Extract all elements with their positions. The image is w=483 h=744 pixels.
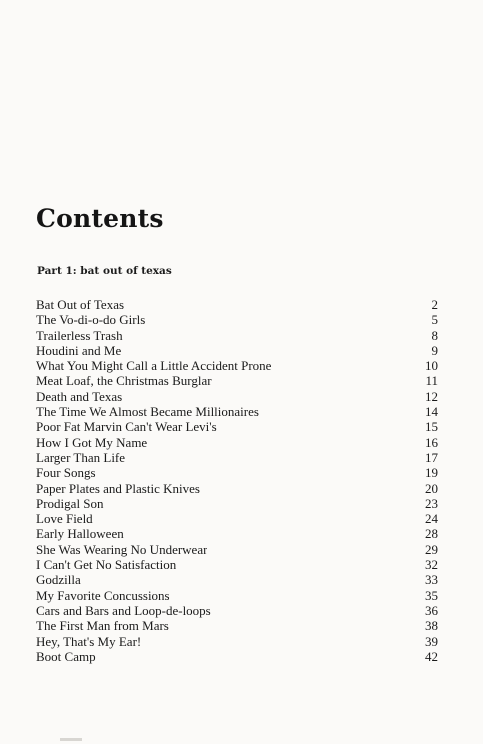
- toc-entry-page: 15: [425, 419, 438, 435]
- toc-entry-page: 10: [425, 358, 438, 374]
- toc-entry: [36, 603, 438, 618]
- toc-entry-title: What You Might Call a Little Accident Prone: [36, 358, 272, 374]
- toc-entry: [36, 435, 438, 450]
- toc-entry-title: Godzilla: [36, 572, 81, 588]
- toc-entry-title: The Time We Almost Became Millionaires: [36, 404, 259, 420]
- toc-entry-page: 23: [425, 495, 438, 511]
- toc-entry-page: 17: [425, 449, 438, 465]
- toc-entry: [36, 481, 438, 496]
- toc-entry-title: Poor Fat Marvin Can't Wear Levi's: [36, 419, 217, 435]
- toc-entry-page: 29: [425, 541, 438, 557]
- toc-entry-page: 24: [425, 511, 438, 527]
- toc-entry-title: Paper Plates and Plastic Knives: [36, 480, 200, 496]
- toc-entry: [36, 450, 438, 465]
- toc-entry: [36, 511, 438, 526]
- toc-entry: [36, 404, 438, 419]
- toc-entry-title: My Favorite Concussions: [36, 587, 170, 603]
- toc-entry-page: 38: [425, 618, 438, 634]
- toc-entry: [36, 373, 438, 388]
- toc-entry-page: 11: [425, 373, 438, 389]
- toc-entry-page: 8: [431, 327, 438, 343]
- toc-entry-page: 9: [431, 342, 438, 358]
- toc-entry-title: Death and Texas: [36, 388, 123, 404]
- toc-entry-title: I Can't Get No Satisfaction: [36, 557, 177, 573]
- toc-entry-title: She Was Wearing No Underwear: [36, 541, 208, 557]
- toc-entry-page: 35: [425, 587, 438, 603]
- toc-entry: [36, 343, 438, 358]
- page-edge-mark: [60, 738, 82, 741]
- toc-entry: [36, 312, 438, 327]
- toc-entry-title: Four Songs: [36, 465, 96, 481]
- toc-entry-title: Trailerless Trash: [36, 327, 123, 343]
- toc-entry: [36, 649, 438, 664]
- toc-entry-page: 28: [425, 526, 438, 542]
- toc-entry: [36, 389, 438, 404]
- toc-entry-page: 5: [431, 312, 438, 328]
- toc-entry: [36, 634, 438, 649]
- toc-entry: [36, 542, 438, 557]
- toc-entry-title: Boot Camp: [36, 648, 96, 664]
- toc-entry: [36, 618, 438, 633]
- toc-entry-title: Hey, That's My Ear!: [36, 633, 142, 649]
- page-title: Contents: [36, 204, 164, 233]
- toc-entry-title: Prodigal Son: [36, 495, 104, 511]
- table-of-contents: [36, 297, 438, 664]
- toc-entry-page: 2: [431, 297, 438, 312]
- toc-entry: [36, 419, 438, 434]
- toc-entry: [36, 328, 438, 343]
- toc-entry-title: The Vo-di-o-do Girls: [36, 312, 146, 328]
- toc-entry: [36, 496, 438, 511]
- toc-entry-page: 33: [425, 572, 438, 588]
- toc-entry-title: Love Field: [36, 511, 93, 527]
- toc-entry: [36, 588, 438, 603]
- toc-entry-page: 14: [425, 404, 438, 420]
- toc-entry: [36, 465, 438, 480]
- toc-entry-page: 42: [425, 648, 438, 664]
- toc-entry-title: Meat Loaf, the Christmas Burglar: [36, 373, 212, 389]
- toc-entry-page: 16: [425, 434, 438, 450]
- toc-entry-title: How I Got My Name: [36, 434, 148, 450]
- toc-entry: [36, 297, 438, 312]
- toc-entry: [36, 358, 438, 373]
- toc-entry-page: 32: [425, 557, 438, 573]
- toc-entry-title: Larger Than Life: [36, 449, 126, 465]
- toc-entry-page: 19: [425, 465, 438, 481]
- toc-entry-title: Cars and Bars and Loop-de-loops: [36, 602, 211, 618]
- toc-entry: [36, 572, 438, 587]
- toc-entry-page: 20: [425, 480, 438, 496]
- toc-entry-page: 36: [425, 602, 438, 618]
- toc-entry-page: 39: [425, 633, 438, 649]
- toc-entry: [36, 526, 438, 541]
- toc-entry-title: Houdini and Me: [36, 342, 122, 358]
- toc-entry: [36, 557, 438, 572]
- toc-entry-title: Early Halloween: [36, 526, 124, 542]
- toc-entry-title: Bat Out of Texas: [36, 297, 125, 312]
- toc-entry-page: 12: [425, 388, 438, 404]
- toc-entry-title: The First Man from Mars: [36, 618, 169, 634]
- part-heading: Part 1: bat out of texas: [37, 265, 172, 277]
